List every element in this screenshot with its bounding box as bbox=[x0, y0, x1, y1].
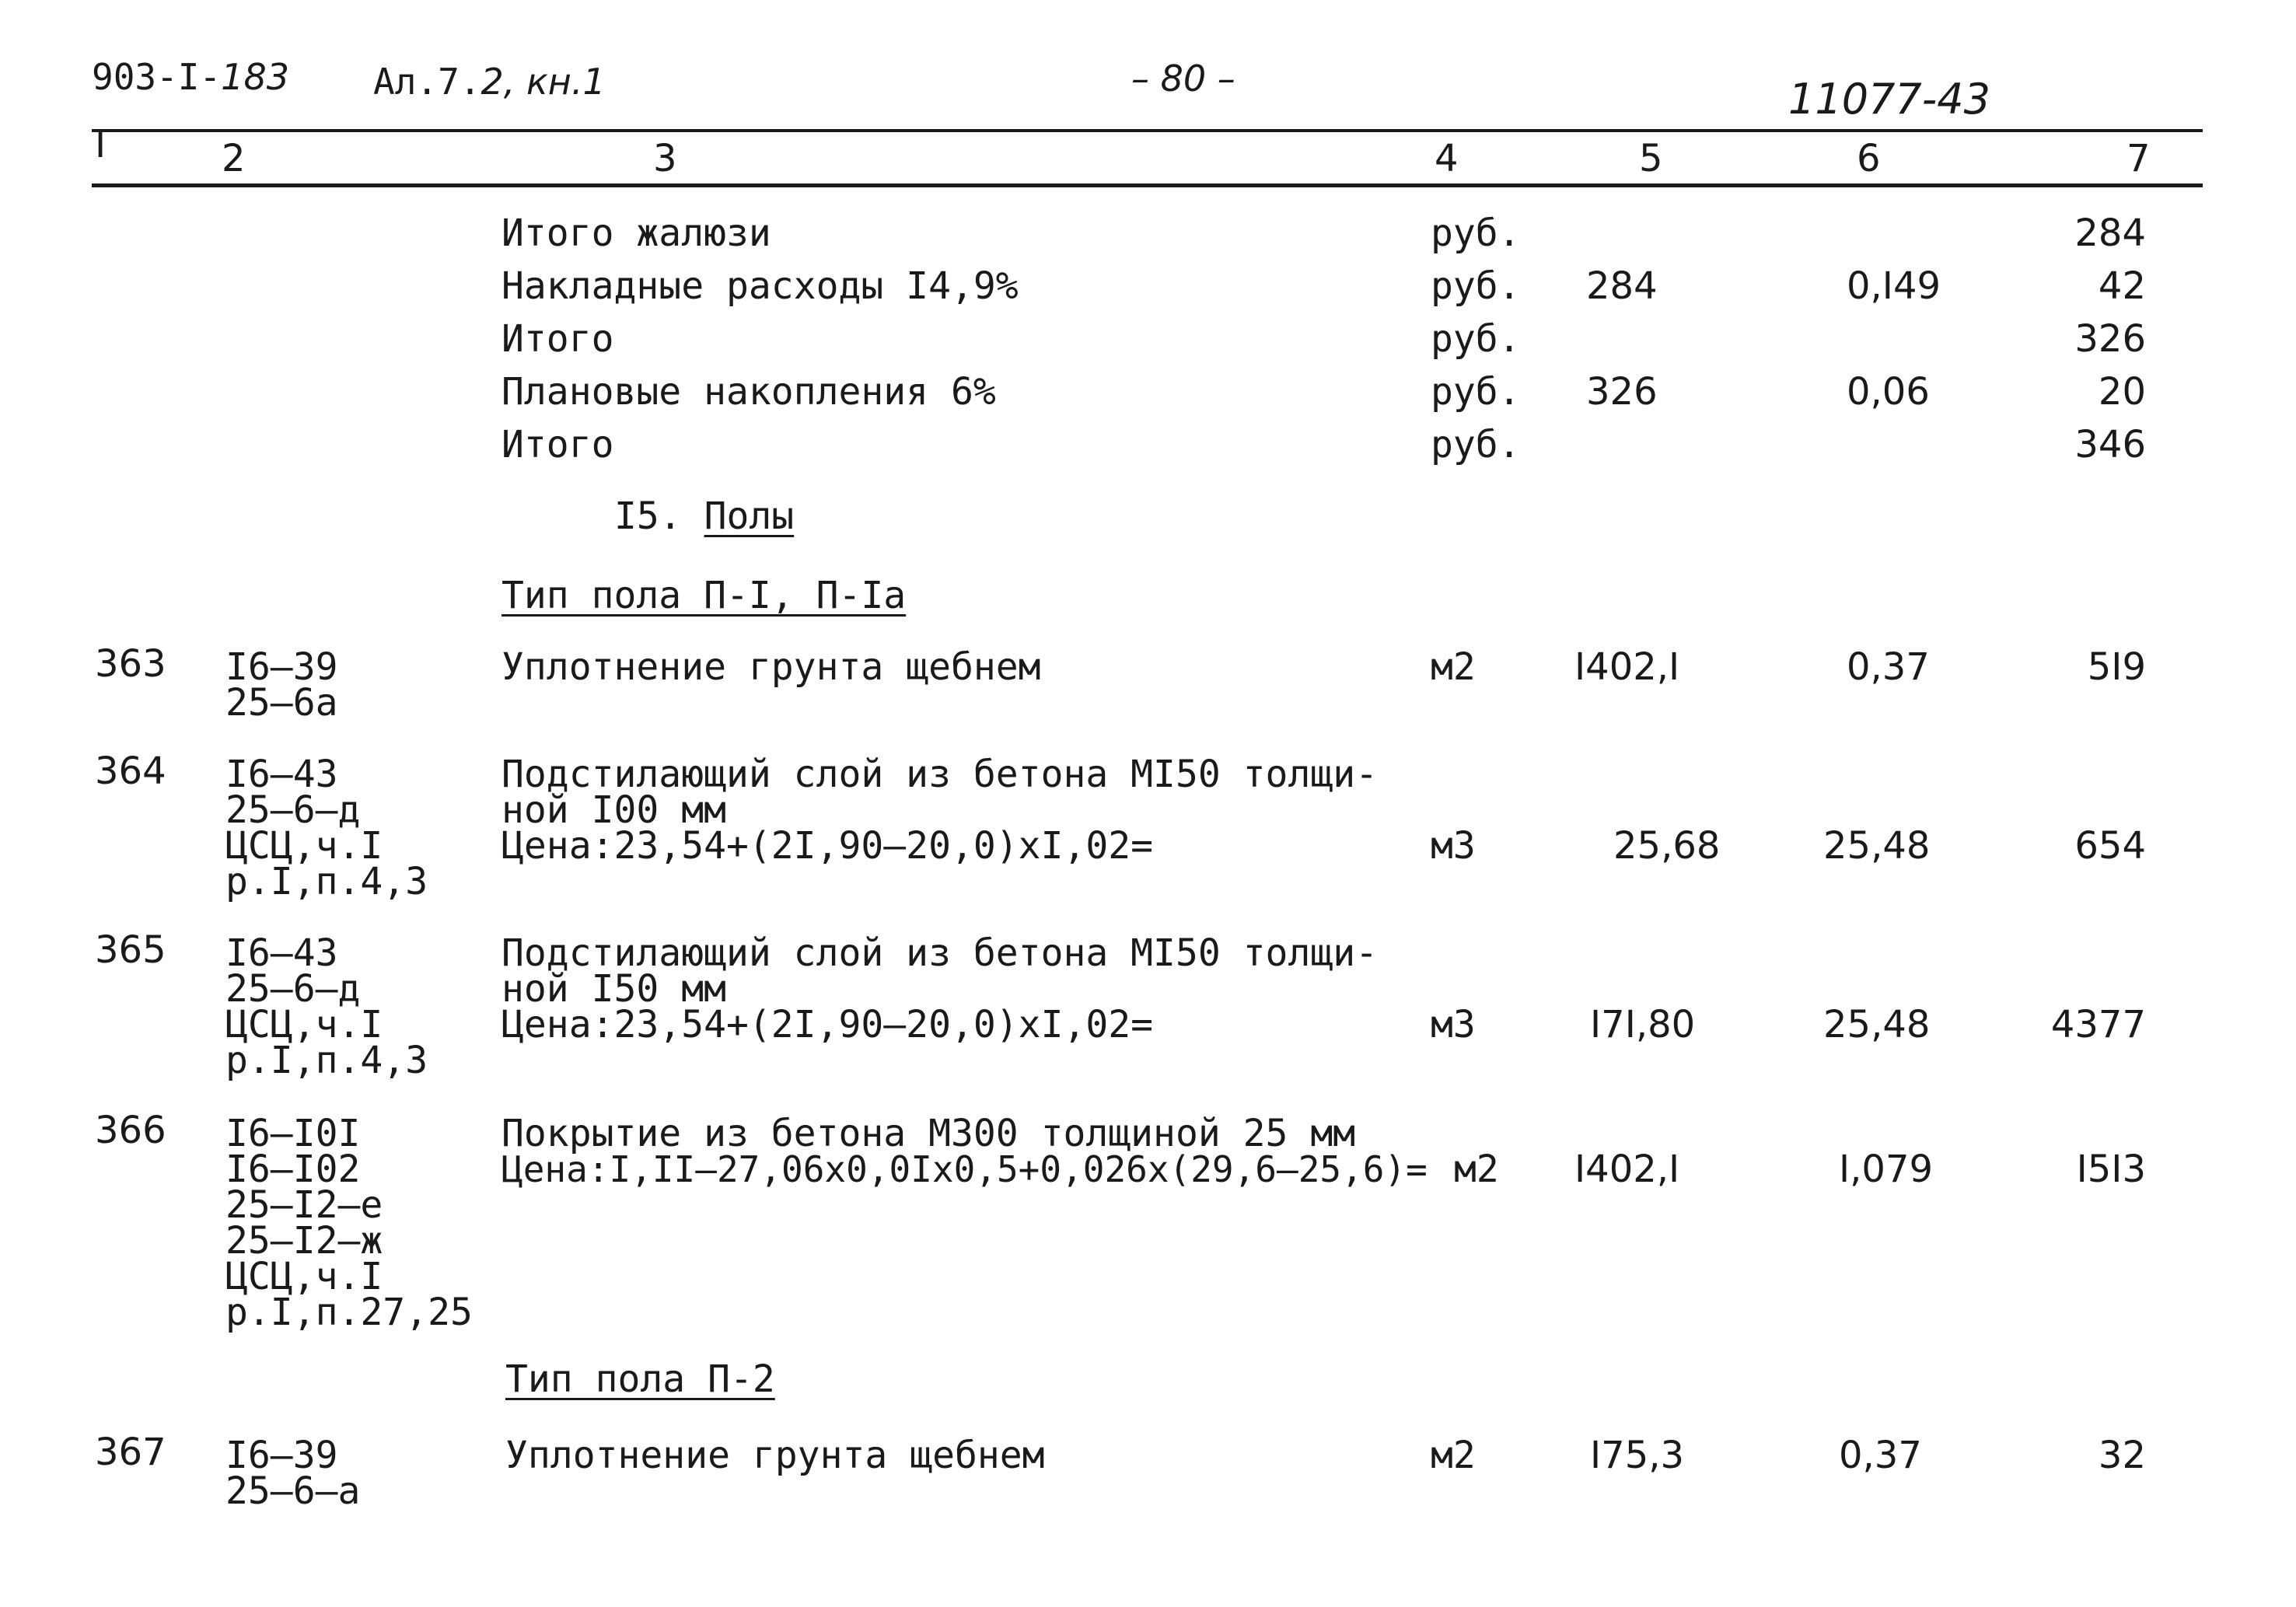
col-num-6: 6 bbox=[1857, 137, 1881, 180]
item-unit: м2 bbox=[1431, 1434, 1476, 1477]
item-code: 25–6а bbox=[225, 681, 338, 725]
item-qty: I402,I bbox=[1574, 645, 1680, 689]
album-ref bbox=[373, 61, 606, 103]
album-ref-handwritten: 2, кн.1 bbox=[481, 61, 606, 103]
totals-label: Плановые накопления 6% bbox=[501, 370, 996, 414]
doc-code-handwritten: 183 bbox=[221, 56, 289, 98]
item-sum: 4377 bbox=[2050, 1003, 2146, 1046]
col-num-3: 3 bbox=[653, 137, 677, 180]
item-qty: I7I,80 bbox=[1590, 1003, 1696, 1046]
item-description: Цена:23,54+(2I,90–20,0)хI,02= bbox=[501, 1003, 1154, 1046]
totals-label: Накладные расходы I4,9% bbox=[501, 264, 1019, 308]
totals-qty: 326 bbox=[1586, 370, 1658, 414]
item-unit: м3 bbox=[1431, 824, 1476, 868]
doc-code bbox=[92, 56, 289, 98]
col-num-2: 2 bbox=[222, 137, 246, 180]
item-code: I6–43 bbox=[225, 753, 338, 796]
section-title: Полы bbox=[704, 494, 795, 538]
item-code: I6–39 bbox=[225, 1434, 338, 1477]
item-description: Подстилающий слой из бетона МI50 толщи- bbox=[501, 753, 1379, 796]
totals-unit: руб. bbox=[1431, 264, 1521, 308]
header-bottom-rule bbox=[92, 183, 2203, 187]
section-number: I5. bbox=[614, 494, 682, 538]
totals-sum: 346 bbox=[2074, 423, 2146, 466]
totals-sum: 42 bbox=[2098, 264, 2146, 308]
item-description: Подстилающий слой из бетона МI50 толщи- bbox=[501, 931, 1379, 975]
item-sum: 32 bbox=[2098, 1434, 2146, 1477]
subsection-title: Тип пола П-I, П-Iа bbox=[501, 574, 907, 617]
item-price: 0,37 bbox=[1839, 1434, 1922, 1477]
subsection-title: Тип пола П-2 bbox=[505, 1357, 775, 1401]
section-heading bbox=[614, 494, 795, 538]
item-number: 366 bbox=[95, 1109, 166, 1152]
item-code: ЦСЦ,ч.I bbox=[225, 1255, 383, 1298]
item-code: 25–6–д bbox=[225, 967, 361, 1011]
item-qty: I402,I bbox=[1574, 1148, 1680, 1191]
totals-sum: 326 bbox=[2074, 317, 2146, 361]
item-code: I6–43 bbox=[225, 931, 338, 975]
item-code: р.I,п.27,25 bbox=[225, 1291, 473, 1334]
item-code: ЦСЦ,ч.I bbox=[225, 824, 383, 868]
item-description: Цена:I,II–27,06х0,0Iх0,5+0,026х(29,6–25,6)= bbox=[501, 1148, 1428, 1190]
item-unit: м2 bbox=[1454, 1148, 1499, 1191]
totals-unit: руб. bbox=[1431, 423, 1521, 466]
item-code: р.I,п.4,3 bbox=[225, 1039, 428, 1082]
totals-unit: руб. bbox=[1431, 317, 1521, 361]
totals-sum: 20 bbox=[2098, 370, 2146, 414]
item-description: Покрытие из бетона М300 толщиной 25 мм bbox=[501, 1112, 1356, 1155]
page-number: – 80 – bbox=[1131, 58, 1235, 100]
col-num-4: 4 bbox=[1435, 137, 1459, 180]
item-description: Уплотнение грунта щебнем bbox=[505, 1434, 1045, 1477]
item-price: 25,48 bbox=[1823, 1003, 1931, 1046]
item-code: 25–I2–е bbox=[225, 1183, 383, 1227]
item-code: 25–6–д bbox=[225, 788, 361, 832]
stamp-number: 11077-43 bbox=[1788, 75, 1990, 124]
item-code: 25–I2–ж bbox=[225, 1219, 383, 1263]
item-code: I6–I0I bbox=[225, 1112, 361, 1155]
col-num-1: I bbox=[95, 123, 107, 166]
item-number: 363 bbox=[95, 642, 166, 686]
item-code: р.I,п.4,3 bbox=[225, 860, 428, 903]
item-code: 25–6–а bbox=[225, 1469, 361, 1513]
col-num-7: 7 bbox=[2127, 137, 2151, 180]
item-qty: 25,68 bbox=[1613, 824, 1721, 868]
item-unit: м3 bbox=[1431, 1003, 1476, 1046]
doc-code-printed: 903-I- bbox=[92, 56, 222, 98]
item-code: ЦСЦ,ч.I bbox=[225, 1003, 383, 1046]
item-description: Цена:23,54+(2I,90–20,0)хI,02= bbox=[501, 824, 1154, 868]
item-unit: м2 bbox=[1431, 645, 1476, 689]
totals-label: Итого bbox=[501, 423, 614, 466]
totals-sum: 284 bbox=[2074, 211, 2146, 255]
item-code: I6–39 bbox=[225, 645, 338, 689]
item-code: I6–I02 bbox=[225, 1148, 361, 1191]
totals-unit: руб. bbox=[1431, 370, 1521, 414]
album-ref-printed: Ал.7. bbox=[373, 61, 481, 103]
totals-price: 0,06 bbox=[1847, 370, 1930, 414]
item-number: 365 bbox=[95, 928, 166, 972]
col-num-5: 5 bbox=[1639, 137, 1663, 180]
item-sum: 5I9 bbox=[2087, 645, 2146, 689]
totals-unit: руб. bbox=[1431, 211, 1521, 255]
item-number: 367 bbox=[95, 1431, 166, 1474]
item-number: 364 bbox=[95, 749, 166, 793]
totals-label: Итого жалюзи bbox=[501, 211, 771, 255]
item-price: 25,48 bbox=[1823, 824, 1931, 868]
item-sum: I5I3 bbox=[2076, 1148, 2146, 1191]
item-description: ной I50 мм bbox=[501, 967, 726, 1011]
item-price: 0,37 bbox=[1847, 645, 1930, 689]
item-price: I,079 bbox=[1839, 1148, 1934, 1191]
item-description: ной I00 мм bbox=[501, 788, 726, 832]
totals-qty: 284 bbox=[1586, 264, 1658, 308]
header-top-rule bbox=[92, 129, 2203, 132]
item-sum: 654 bbox=[2074, 824, 2146, 868]
totals-price: 0,I49 bbox=[1847, 264, 1941, 308]
item-qty: I75,3 bbox=[1590, 1434, 1685, 1477]
totals-label: Итого bbox=[501, 317, 614, 361]
item-description: Уплотнение грунта щебнем bbox=[501, 645, 1041, 689]
